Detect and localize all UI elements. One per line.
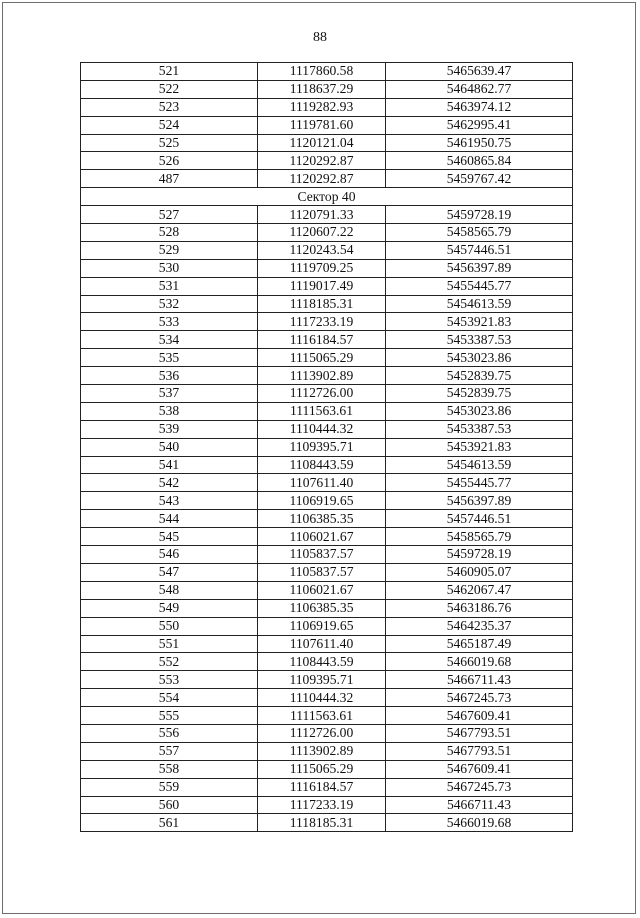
x-coordinate-cell: 1118185.31 [258, 295, 386, 313]
x-coordinate-cell: 1106919.65 [258, 492, 386, 510]
y-coordinate-cell: 5453921.83 [386, 438, 573, 456]
y-coordinate-cell: 5462995.41 [386, 116, 573, 134]
table-row [81, 563, 573, 581]
table-row [81, 385, 573, 403]
point-number-cell: 521 [81, 63, 258, 81]
x-coordinate-cell: 1116184.57 [258, 331, 386, 349]
x-coordinate-cell: 1120791.33 [258, 206, 386, 224]
point-number-cell: 544 [81, 510, 258, 528]
point-number-cell: 558 [81, 760, 258, 778]
table-row [81, 152, 573, 170]
y-coordinate-cell: 5467609.41 [386, 760, 573, 778]
point-number-cell: 525 [81, 134, 258, 152]
point-number-cell: 551 [81, 635, 258, 653]
x-coordinate-cell: 1115065.29 [258, 349, 386, 367]
coordinates-table [80, 62, 573, 832]
point-number-cell: 559 [81, 778, 258, 796]
y-coordinate-cell: 5452839.75 [386, 367, 573, 385]
x-coordinate-cell: 1105837.57 [258, 563, 386, 581]
table-row [81, 689, 573, 707]
table-row [81, 420, 573, 438]
table-row [81, 80, 573, 98]
point-number-cell: 526 [81, 152, 258, 170]
y-coordinate-cell: 5464862.77 [386, 80, 573, 98]
table-row [81, 635, 573, 653]
x-coordinate-cell: 1108443.59 [258, 456, 386, 474]
point-number-cell: 542 [81, 474, 258, 492]
y-coordinate-cell: 5453387.53 [386, 420, 573, 438]
x-coordinate-cell: 1120607.22 [258, 224, 386, 242]
table-row [81, 617, 573, 635]
table-row [81, 259, 573, 277]
point-number-cell: 539 [81, 420, 258, 438]
y-coordinate-cell: 5456397.89 [386, 259, 573, 277]
table-row [81, 63, 573, 81]
table-row [81, 724, 573, 742]
x-coordinate-cell: 1108443.59 [258, 653, 386, 671]
x-coordinate-cell: 1112726.00 [258, 724, 386, 742]
x-coordinate-cell: 1120292.87 [258, 170, 386, 188]
point-number-cell: 537 [81, 385, 258, 403]
table-row [81, 814, 573, 832]
point-number-cell: 524 [81, 116, 258, 134]
point-number-cell: 531 [81, 277, 258, 295]
y-coordinate-cell: 5467245.73 [386, 778, 573, 796]
y-coordinate-cell: 5452839.75 [386, 385, 573, 403]
coordinates-table-body [81, 63, 573, 832]
point-number-cell: 555 [81, 707, 258, 725]
x-coordinate-cell: 1119282.93 [258, 98, 386, 116]
table-row [81, 474, 573, 492]
point-number-cell: 523 [81, 98, 258, 116]
table-row [81, 492, 573, 510]
y-coordinate-cell: 5459728.19 [386, 206, 573, 224]
table-row [81, 796, 573, 814]
y-coordinate-cell: 5467793.51 [386, 742, 573, 760]
x-coordinate-cell: 1111563.61 [258, 402, 386, 420]
x-coordinate-cell: 1120121.04 [258, 134, 386, 152]
table-row [81, 98, 573, 116]
page-number: 88 [313, 30, 327, 45]
point-number-cell: 546 [81, 546, 258, 564]
point-number-cell: 529 [81, 241, 258, 259]
y-coordinate-cell: 5454613.59 [386, 295, 573, 313]
y-coordinate-cell: 5457446.51 [386, 510, 573, 528]
point-number-cell: 530 [81, 259, 258, 277]
x-coordinate-cell: 1118185.31 [258, 814, 386, 832]
y-coordinate-cell: 5453023.86 [386, 349, 573, 367]
x-coordinate-cell: 1119709.25 [258, 259, 386, 277]
point-number-cell: 556 [81, 724, 258, 742]
table-row [81, 760, 573, 778]
point-number-cell: 532 [81, 295, 258, 313]
table-row [81, 707, 573, 725]
point-number-cell: 541 [81, 456, 258, 474]
point-number-cell: 547 [81, 563, 258, 581]
x-coordinate-cell: 1113902.89 [258, 742, 386, 760]
point-number-cell: 554 [81, 689, 258, 707]
table-row [81, 170, 573, 188]
y-coordinate-cell: 5464235.37 [386, 617, 573, 635]
x-coordinate-cell: 1118637.29 [258, 80, 386, 98]
x-coordinate-cell: 1106021.67 [258, 528, 386, 546]
point-number-cell: 543 [81, 492, 258, 510]
x-coordinate-cell: 1117233.19 [258, 796, 386, 814]
table-row [81, 367, 573, 385]
section-label: Сектор 40 [81, 188, 573, 206]
y-coordinate-cell: 5459728.19 [386, 546, 573, 564]
x-coordinate-cell: 1120243.54 [258, 241, 386, 259]
table-row [81, 528, 573, 546]
y-coordinate-cell: 5466019.68 [386, 653, 573, 671]
y-coordinate-cell: 5463186.76 [386, 599, 573, 617]
x-coordinate-cell: 1117233.19 [258, 313, 386, 331]
table-row [81, 402, 573, 420]
x-coordinate-cell: 1106385.35 [258, 599, 386, 617]
point-number-cell: 540 [81, 438, 258, 456]
x-coordinate-cell: 1117860.58 [258, 63, 386, 81]
point-number-cell: 536 [81, 367, 258, 385]
point-number-cell: 561 [81, 814, 258, 832]
x-coordinate-cell: 1111563.61 [258, 707, 386, 725]
y-coordinate-cell: 5460905.07 [386, 563, 573, 581]
y-coordinate-cell: 5459767.42 [386, 170, 573, 188]
y-coordinate-cell: 5457446.51 [386, 241, 573, 259]
y-coordinate-cell: 5454613.59 [386, 456, 573, 474]
x-coordinate-cell: 1115065.29 [258, 760, 386, 778]
table-row [81, 671, 573, 689]
y-coordinate-cell: 5453387.53 [386, 331, 573, 349]
x-coordinate-cell: 1106385.35 [258, 510, 386, 528]
x-coordinate-cell: 1112726.00 [258, 385, 386, 403]
point-number-cell: 487 [81, 170, 258, 188]
y-coordinate-cell: 5453921.83 [386, 313, 573, 331]
x-coordinate-cell: 1110444.32 [258, 420, 386, 438]
x-coordinate-cell: 1110444.32 [258, 689, 386, 707]
table-row [81, 742, 573, 760]
y-coordinate-cell: 5467245.73 [386, 689, 573, 707]
point-number-cell: 545 [81, 528, 258, 546]
y-coordinate-cell: 5466711.43 [386, 796, 573, 814]
x-coordinate-cell: 1107611.40 [258, 635, 386, 653]
x-coordinate-cell: 1119017.49 [258, 277, 386, 295]
table-row [81, 349, 573, 367]
table-row [81, 116, 573, 134]
table-row [81, 599, 573, 617]
y-coordinate-cell: 5467793.51 [386, 724, 573, 742]
y-coordinate-cell: 5453023.86 [386, 402, 573, 420]
point-number-cell: 553 [81, 671, 258, 689]
y-coordinate-cell: 5461950.75 [386, 134, 573, 152]
table-row [81, 313, 573, 331]
point-number-cell: 533 [81, 313, 258, 331]
point-number-cell: 528 [81, 224, 258, 242]
y-coordinate-cell: 5465187.49 [386, 635, 573, 653]
x-coordinate-cell: 1109395.71 [258, 438, 386, 456]
x-coordinate-cell: 1109395.71 [258, 671, 386, 689]
table-row [81, 331, 573, 349]
table-row [81, 581, 573, 599]
point-number-cell: 550 [81, 617, 258, 635]
table-row [81, 456, 573, 474]
point-number-cell: 548 [81, 581, 258, 599]
point-number-cell: 534 [81, 331, 258, 349]
x-coordinate-cell: 1113902.89 [258, 367, 386, 385]
y-coordinate-cell: 5458565.79 [386, 528, 573, 546]
y-coordinate-cell: 5458565.79 [386, 224, 573, 242]
y-coordinate-cell: 5460865.84 [386, 152, 573, 170]
x-coordinate-cell: 1107611.40 [258, 474, 386, 492]
point-number-cell: 560 [81, 796, 258, 814]
table-row [81, 653, 573, 671]
y-coordinate-cell: 5462067.47 [386, 581, 573, 599]
point-number-cell: 549 [81, 599, 258, 617]
table-row [81, 206, 573, 224]
section-header-row [81, 188, 573, 206]
y-coordinate-cell: 5466711.43 [386, 671, 573, 689]
x-coordinate-cell: 1119781.60 [258, 116, 386, 134]
table-row [81, 546, 573, 564]
y-coordinate-cell: 5456397.89 [386, 492, 573, 510]
table-row [81, 295, 573, 313]
table-row [81, 134, 573, 152]
y-coordinate-cell: 5455445.77 [386, 474, 573, 492]
point-number-cell: 538 [81, 402, 258, 420]
x-coordinate-cell: 1116184.57 [258, 778, 386, 796]
point-number-cell: 557 [81, 742, 258, 760]
x-coordinate-cell: 1106021.67 [258, 581, 386, 599]
point-number-cell: 552 [81, 653, 258, 671]
point-number-cell: 535 [81, 349, 258, 367]
y-coordinate-cell: 5466019.68 [386, 814, 573, 832]
y-coordinate-cell: 5455445.77 [386, 277, 573, 295]
x-coordinate-cell: 1106919.65 [258, 617, 386, 635]
y-coordinate-cell: 5465639.47 [386, 63, 573, 81]
y-coordinate-cell: 5463974.12 [386, 98, 573, 116]
y-coordinate-cell: 5467609.41 [386, 707, 573, 725]
table-row [81, 241, 573, 259]
table-row [81, 277, 573, 295]
table-row [81, 438, 573, 456]
point-number-cell: 522 [81, 80, 258, 98]
point-number-cell: 527 [81, 206, 258, 224]
x-coordinate-cell: 1105837.57 [258, 546, 386, 564]
table-row [81, 224, 573, 242]
table-row [81, 778, 573, 796]
table-row [81, 510, 573, 528]
x-coordinate-cell: 1120292.87 [258, 152, 386, 170]
